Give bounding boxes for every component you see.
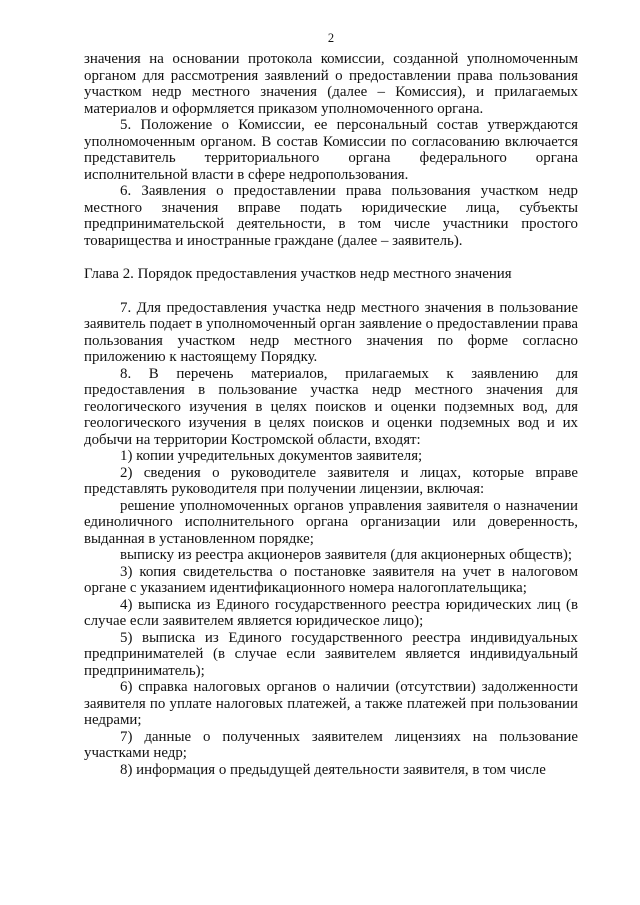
- paragraph-item-6: 6. Заявления о предоставлении права пользования участком недр местного значения вправе подать юридические лица, субъекты предпринимательской деятельности, в том числе участники простого товарищества и иностранные граждане (далее – заявитель).: [84, 183, 578, 249]
- paragraph-item-7: 7. Для предоставления участка недр местного значения в пользование заявитель подает в уполномоченный орган заявление о предоставлении права пользования участком недр местного значения по форме согласно приложению к настоящему Порядку.: [84, 299, 578, 365]
- list-item-4: 4) выписка из Единого государственного реестра юридических лиц (в случае если заявителем является юридическое лицо);: [84, 596, 578, 629]
- chapter-heading: Глава 2. Порядок предоставления участков недр местного значения: [84, 266, 512, 282]
- paragraph-continuation: значения на основании протокола комиссии, созданной уполномоченным органом для рассмотрения заявлений о предоставлении права пользования участком недр местного значения (далее – Комиссия), и прилагаемых материалов и оформляется приказом уполномоченного органа.: [84, 51, 578, 117]
- document-body: [84, 51, 578, 778]
- page-number: 2: [327, 31, 335, 45]
- list-item-6: 6) справка налоговых органов о наличии (отсутствии) задолженности заявителя по уплате налоговых платежей, а также платежей при пользовании недрами;: [84, 679, 578, 728]
- list-item-3: 3) копия свидетельства о постановке заявителя на учет в налоговом органе с указанием идентификационного номера налогоплательщика;: [84, 563, 578, 596]
- paragraph-item-8: 8. В перечень материалов, прилагаемых к заявлению для предоставления в пользование участка недр местного значения для геологического изучения в целях поисков и оценки подземных вод, для геологического изучения в целях поисков и оценки подземных вод и их добычи на территории Костромской области, входят:: [84, 365, 578, 448]
- list-item-5: 5) выписка из Единого государственного реестра индивидуальных предпринимателей (в случае если заявителем является индивидуальный предприниматель);: [84, 629, 578, 679]
- list-subitem-extract: выписку из реестра акционеров заявителя (для акционерных обществ);: [120, 547, 573, 563]
- list-item-2: 2) сведения о руководителе заявителя и лицах, которые вправе представлять руководителя при получении лицензии, включая:: [84, 464, 578, 497]
- list-item-7: 7) данные о полученных заявителем лицензиях на пользование участками недр;: [84, 728, 578, 761]
- list-subitem-decision: решение уполномоченных органов управления заявителя о назначении единоличного исполнительного органа организации или доверенность, выданная в установленном порядке;: [84, 497, 578, 547]
- paragraph-item-5: 5. Положение о Комиссии, ее персональный состав утверждаются уполномоченным органом. В состав Комиссии по согласованию включается представитель территориального органа федерального органа исполнительной власти в сфере недропользования.: [84, 117, 578, 183]
- list-item-8: 8) информация о предыдущей деятельности заявителя, в том числе: [120, 761, 546, 778]
- list-item-1: 1) копии учредительных документов заявителя;: [120, 448, 423, 464]
